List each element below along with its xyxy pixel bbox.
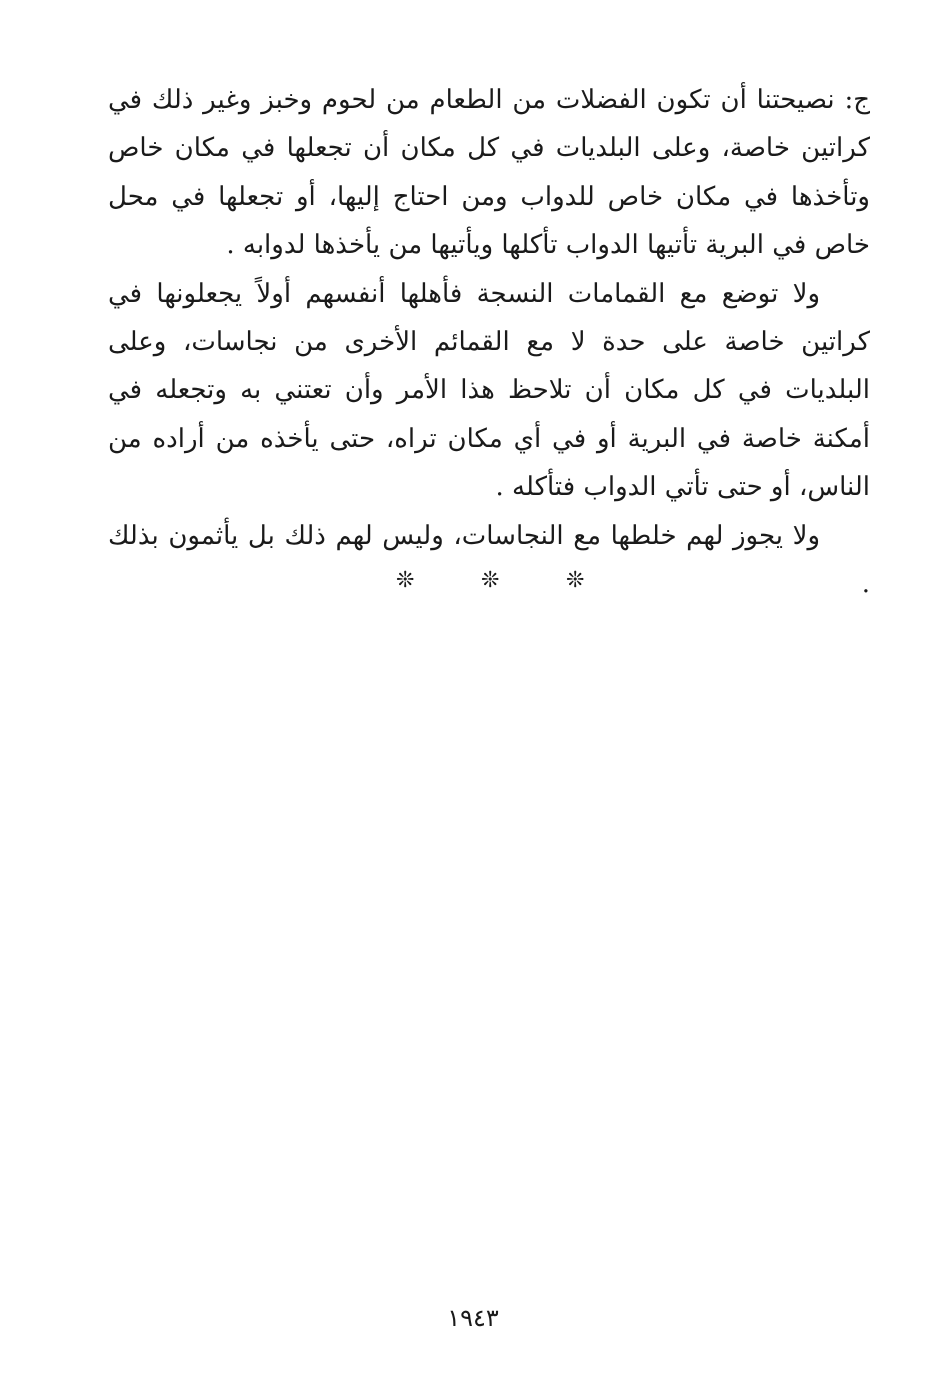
section-separator: [0, 566, 946, 596]
paragraph-second: ولا توضع مع القمامات النسجة فأهلها أنفسهم أولاً يجعلونها في كراتين خاصة على حدة لا مع القمائم الأخرى من نجاسات، وعلى البلديات في كل مكان أن تلاحظ هذا الأمر وأن تعتني به وتجعله في أمكنة خاصة في البرية أو في أي مكان تراه، حتى يأخذه من أراده من الناس، أو حتى تأتي الدواب فتأكله .: [108, 278, 870, 503]
separator-star-icon: ❊: [566, 568, 585, 593]
separator-star-icon: ❊: [396, 568, 415, 593]
page-number: ١٩٤٣: [447, 1304, 499, 1332]
paragraph-answer: ج: نصيحتنا أن تكون الفضلات من الطعام من لحوم وخبز وغير ذلك في كراتين خاصة، وعلى البلديات في كل مكان أن تجعلها في مكان خاص وتأخذها في مكان خاص للدواب ومن احتاج إليها، أو تجعلها في محل خاص في البرية تأتيها الدواب تأكلها ويأتيها من يأخذها لدوابه .: [108, 85, 870, 261]
separator-star-icon: ❊: [481, 568, 500, 593]
paragraph-third: ولا يجوز لهم خلطها مع النجاسات، وليس لهم ذلك بل يأثمون بذلك .: [108, 520, 870, 600]
body-text: [108, 76, 870, 608]
